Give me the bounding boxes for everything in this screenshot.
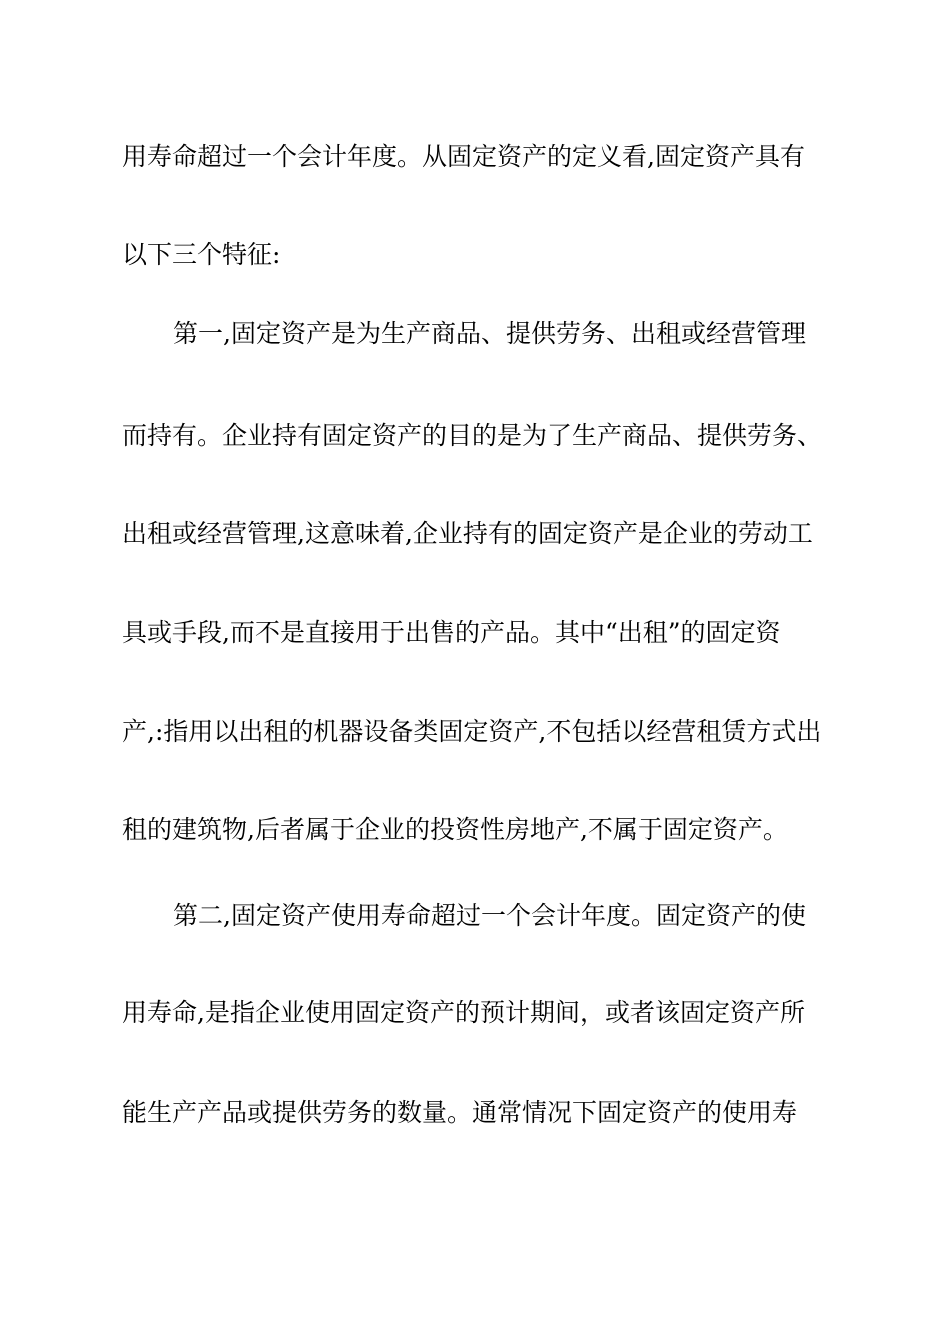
text-line: 用寿命超过一个会计年度。从固定资产的定义看,固定资产具有 <box>122 142 805 171</box>
text-line: 租的建筑物,后者属于企业的投资性房地产,不属于固定资产。 <box>122 815 788 844</box>
text-line: 具或手段,而不是直接用于出售的产品。其中“出租”的固定资 <box>122 618 781 647</box>
paragraph-first-line: 第二,固定资产使用寿命超过一个会计年度。固定资产的使 <box>173 901 806 930</box>
text-line: 用寿命,是指企业使用固定资产的预计期间，或者该固定资产所 <box>122 998 805 1027</box>
text-line: 以下三个特征: <box>122 240 281 269</box>
text-line: 产,:指用以出租的机器设备类固定资产,不包括以经营租赁方式出 <box>122 717 822 746</box>
text-line: 出租或经营管理,这意味着,企业持有的固定资产是企业的劳动工 <box>122 519 813 548</box>
text-line: 能生产产品或提供劳务的数量。通常情况下固定资产的使用寿 <box>122 1098 798 1127</box>
paragraph-first-line: 第一,固定资产是为生产商品、提供劳务、出租或经营管理 <box>173 319 806 348</box>
text-line: 而持有。企业持有固定资产的目的是为了生产商品、提供劳务、 <box>122 421 823 450</box>
